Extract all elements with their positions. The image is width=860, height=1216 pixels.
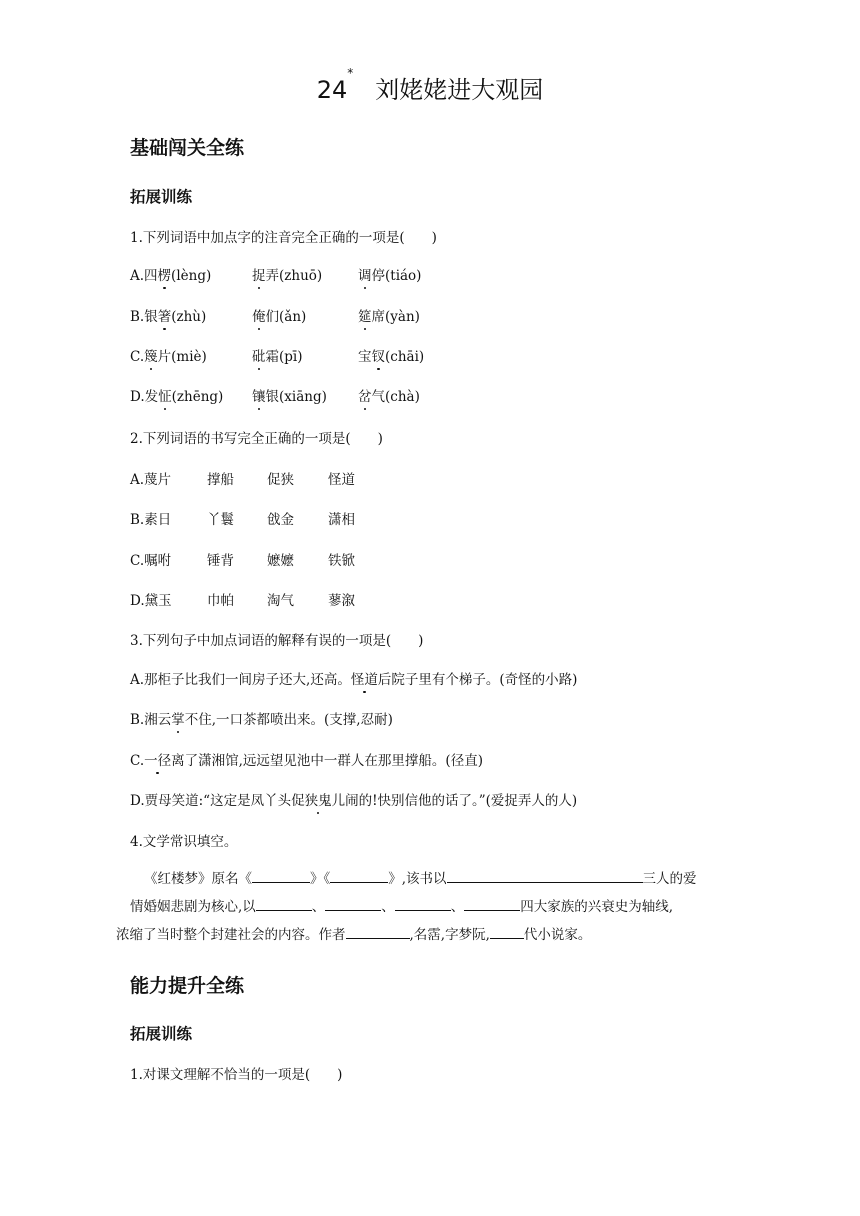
q2-option-d-word2: 巾帕 xyxy=(207,593,234,609)
section-heading-advanced: 能力提升全练 xyxy=(130,975,245,997)
q1-option-b-word1: B.银箸(zhù) xyxy=(130,305,206,325)
blank-original-name-1[interactable] xyxy=(252,868,310,883)
blank-dynasty[interactable] xyxy=(490,924,524,939)
q2-option-c-word2: 锤背 xyxy=(207,553,234,569)
q1-option-c-word1: C.篾片(miè) xyxy=(130,345,207,365)
q2-option-c-word4: 铁锨 xyxy=(328,553,355,569)
q1-option-b-word2: 俺们(ǎn) xyxy=(252,305,306,325)
q1-option-c-word2: 砒霜(pī) xyxy=(252,345,303,365)
q2-option-a-word2: 撑船 xyxy=(207,472,234,488)
q3-option-d: D.贾母笑道:“这定是凤丫头促狭鬼儿闹的!快别信他的话了。”(爱捉弄人的人) xyxy=(130,789,577,809)
advanced-question-1-stem: 1.对课文理解不恰当的一项是( ) xyxy=(130,1067,343,1083)
question-3-stem: 3.下列句子中加点词语的解释有误的一项是( ) xyxy=(130,633,424,649)
q2-option-d-word3: 淘气 xyxy=(267,593,294,609)
q1-option-d-word2: 镶银(xiāng) xyxy=(252,385,327,405)
blank-family-2[interactable] xyxy=(325,896,381,911)
q1-option-b-word3: 筵席(yàn) xyxy=(358,305,420,325)
question-1-stem: 1.下列词语中加点字的注音完全正确的一项是( ) xyxy=(130,230,437,246)
question-4-stem: 4.文学常识填空。 xyxy=(130,834,238,850)
q1-option-a-word3: 调停(tiáo) xyxy=(358,264,421,284)
q3-d-dotted-word: 促狭鬼儿 xyxy=(291,789,345,809)
q2-option-c-word3: 嬷嬷 xyxy=(267,553,294,569)
q1-option-d-word1: D.发怔(zhēng) xyxy=(130,385,223,405)
q2-option-d-word1: D.黛玉 xyxy=(130,593,172,609)
q3-b-dotted-word: 掌 xyxy=(171,708,185,728)
optional-mark: * xyxy=(347,66,354,80)
blank-original-name-2[interactable] xyxy=(330,868,388,883)
lesson-title: 刘姥姥进大观园 xyxy=(375,76,544,104)
q2-option-d-word4: 蓼溆 xyxy=(328,593,355,609)
q2-option-a-word1: A.蔑片 xyxy=(130,472,172,488)
q3-option-c: C.一径离了潇湘馆,远远望见池中一群人在那里撑船。(径直) xyxy=(130,749,483,769)
q3-option-b: B.湘云掌不住,一口茶都喷出来。(支撑,忍耐) xyxy=(130,708,393,728)
blank-family-3[interactable] xyxy=(395,896,451,911)
subheading-extension-2: 拓展训练 xyxy=(130,1025,193,1043)
q1-option-a-word2: 捉弄(zhuō) xyxy=(252,264,322,284)
q2-option-c-word1: C.嘱咐 xyxy=(130,553,172,569)
subheading-extension: 拓展训练 xyxy=(130,188,193,206)
blank-three-people[interactable] xyxy=(447,868,643,883)
q3-c-dotted-word: 一径 xyxy=(144,749,171,769)
blank-family-1[interactable] xyxy=(256,896,312,911)
q2-option-b-word1: B.素日 xyxy=(130,512,172,528)
q1-option-c-word3: 宝钗(chāi) xyxy=(358,345,424,365)
q3-a-dotted-word: 怪道 xyxy=(351,668,378,688)
blank-family-4[interactable] xyxy=(464,896,520,911)
page-title xyxy=(0,66,860,105)
blank-author[interactable] xyxy=(346,924,410,939)
q2-option-b-word4: 潇相 xyxy=(328,512,355,528)
q4-fill-paragraph: 《红楼梦》原名《 》《 》,该书以 三人的爱 情婚姻悲剧为核心,以 、 、 、 四大家族的兴衰史为轴线, 浓缩了当时整个封建社会的内容。作者 ,名霑,字梦阮, 代小说家。 xyxy=(130,865,734,949)
q1-option-a-word1: A.四楞(lèng) xyxy=(130,264,211,284)
q1-option-d-word3: 岔气(chà) xyxy=(358,385,420,405)
q2-option-b-word3: 戗金 xyxy=(267,512,294,528)
q2-option-a-word4: 怪道 xyxy=(328,472,355,488)
lesson-number: 24 xyxy=(316,76,348,104)
q2-option-a-word3: 促狭 xyxy=(267,472,294,488)
q2-option-b-word2: 丫鬟 xyxy=(207,512,234,528)
question-2-stem: 2.下列词语的书写完全正确的一项是( ) xyxy=(130,431,383,447)
section-heading-basic: 基础闯关全练 xyxy=(130,137,245,159)
q3-option-a: A.那柜子比我们一间房子还大,还高。怪道后院子里有个梯子。(奇怪的小路) xyxy=(130,668,577,688)
